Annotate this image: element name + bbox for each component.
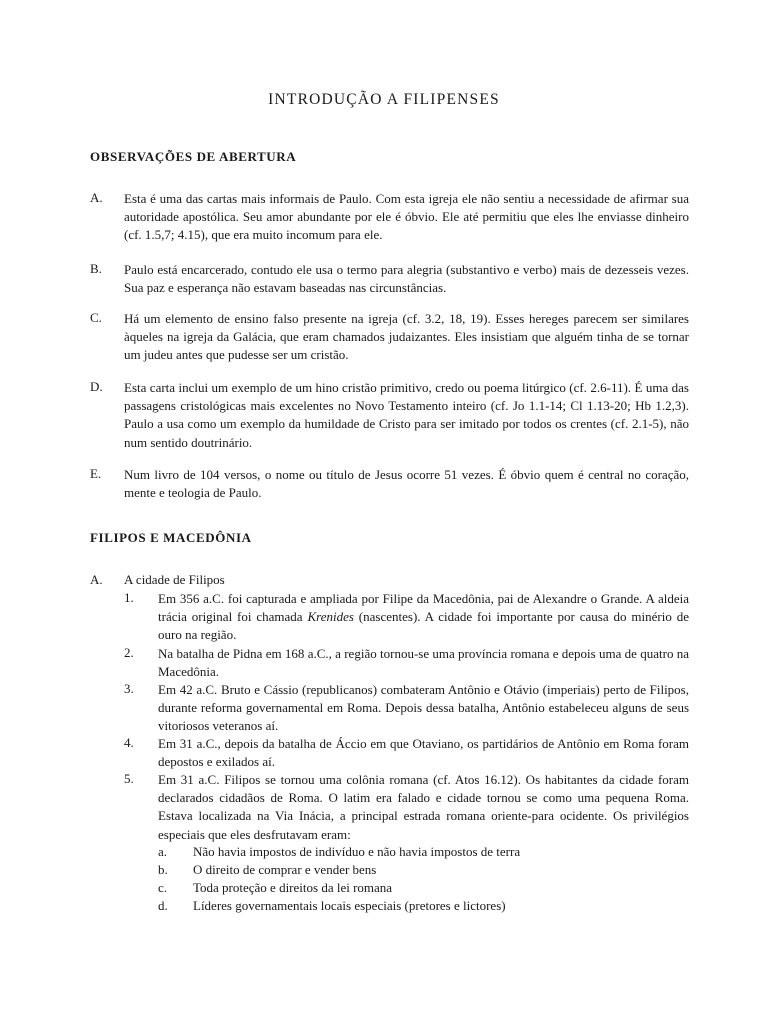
item-label-a2: A. <box>90 572 103 587</box>
numbered-text-2: Na batalha de Pidna em 168 a.C., a região tornou-se uma província romana e depois uma de quatro na Macedônia. <box>158 646 689 680</box>
numbered-label-3: 3. <box>124 681 134 696</box>
document-title: INTRODUÇÃO A FILIPENSES <box>268 91 500 108</box>
privilege-label-b: b. <box>158 862 168 877</box>
item-text-e: Num livro de 104 versos, o nome ou título de Jesus ocorre 51 vezes. É óbvio quem é central no coração, mente e teologia de Paulo. <box>124 467 689 501</box>
item-text-d: Esta carta inclui um exemplo de um hino cristão primitivo, credo ou poema litúrgico (cf. 2.6-11). É uma das passagens cristológicas mais excelentes no Novo Testamento inteiro (cf. Jo 1.1-14; Cl 1.13-20; Hb 1.2,3). Paulo a usa como um exemplo da humildade de Cristo para ser imitado por todos os crentes (cf. 2.1-5), não num sentido doutrinário. <box>124 380 689 450</box>
item-label-d: D. <box>90 379 103 394</box>
privilege-text-a: Não havia impostos de indivíduo e não havia impostos de terra <box>193 844 521 859</box>
numbered-text-1-after: (nascentes). A cidade foi importante por causa do minério de ouro na região. <box>158 609 689 643</box>
numbered-label-5: 5. <box>124 771 134 786</box>
privilege-text-b: O direito de comprar e vender bens <box>193 862 377 877</box>
privilege-text-d: Líderes governamentais locais especiais (pretores e lictores) <box>193 898 506 913</box>
numbered-label-2: 2. <box>124 645 134 660</box>
item-text-c: Há um elemento de ensino falso presente na igreja (cf. 3.2, 18, 19). Esses hereges parecem ser similares àqueles na igreja da Galácia, que eram chamados judaizantes. Eles insistiam que alguém tinha de se tornar um judeu antes que pudesse ser um cristão. <box>124 311 689 363</box>
numbered-text-1-before: Em 356 a.C. foi capturada e ampliada por Filipe da Macedônia, pai de Alexandre o Grande. A aldeia trácia original foi chamada <box>158 591 689 625</box>
numbered-text-5: Em 31 a.C. Filipos se tornou uma colônia romana (cf. Atos 16.12). Os habitantes da cidade foram declarados cidadãos de Roma. O latim era falado e cidade tornou se como uma pequena Roma. Estava localizada na Via Inácia, a principal estrada romana oriente-para ocidente. Os privilégios especiais que eles desfrutavam eram: <box>158 772 689 842</box>
privilege-label-a: a. <box>158 844 168 859</box>
numbered-label-4: 4. <box>124 735 134 750</box>
item-text-b: Paulo está encarcerado, contudo ele usa o termo para alegria (substantivo e verbo) mais de dezesseis vezes. Sua paz e esperança não estavam baseadas nas circunstâncias. <box>124 262 689 296</box>
item-text-a2: A cidade de Filipos <box>124 572 225 587</box>
section-heading-filipos: FILIPOS E MACEDÔNIA <box>90 530 252 545</box>
privilege-label-d: d. <box>158 898 168 913</box>
item-label-e: E. <box>90 466 102 481</box>
numbered-text-3: Em 42 a.C. Bruto e Cássio (republicanos) combateram Antônio e Otávio (imperiais) perto de Filipos, durante reforma governamental em Roma. Depois dessa batalha, Antônio estabeleceu alguns de seus vitoriosos veteranos aí. <box>158 682 689 734</box>
section-heading-observacoes: OBSERVAÇÕES DE ABERTURA <box>90 149 297 164</box>
numbered-text-1 <box>158 590 689 645</box>
privilege-text-c: Toda proteção e direitos da lei romana <box>193 880 393 895</box>
numbered-text-4: Em 31 a.C., depois da batalha de Áccio em que Otaviano, os partidários de Antônio em Roma foram depostos e exilados aí. <box>158 736 689 770</box>
numbered-label-1: 1. <box>124 590 134 605</box>
krenides-term: Krenides <box>307 609 354 625</box>
item-label-b: B. <box>90 261 102 276</box>
item-label-c: C. <box>90 310 102 325</box>
item-label-a: A. <box>90 190 103 205</box>
item-text-a: Esta é uma das cartas mais informais de Paulo. Com esta igreja ele não sentiu a necessidade de afirmar sua autoridade apostólica. Seu amor abundante por ele é óbvio. Ele até permitiu que eles lhe enviasse dinheiro (cf. 1.5,7; 4.15), que era muito incomum para ele. <box>124 191 689 243</box>
privilege-label-c: c. <box>158 880 168 895</box>
